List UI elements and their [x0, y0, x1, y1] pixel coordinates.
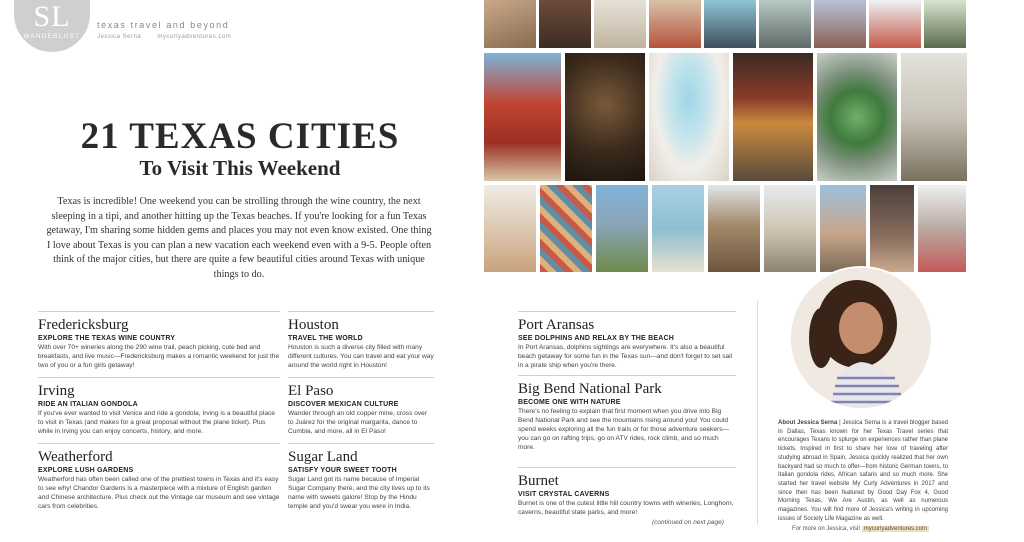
city-name: Irving	[38, 383, 75, 399]
city-entry	[38, 377, 280, 439]
photo-beach	[652, 185, 704, 272]
photo-group	[924, 0, 966, 48]
more-info-prefix: For more on Jessica, visit	[792, 526, 861, 532]
photo-moon-gate	[817, 53, 897, 181]
header-byline	[97, 34, 245, 40]
photo-couple	[814, 0, 866, 48]
photo-vintage-sign	[733, 53, 813, 181]
city-column-2	[288, 311, 434, 515]
city-activity: TRAVEL THE WORLD	[288, 335, 363, 342]
magazine-logo	[14, 0, 90, 52]
article-intro: Texas is incredible! One weekend you can be strolling through the wine country, the next sleeping in a tipi, and another hitting up the Texas beaches. If you're looking for a fun Texas getaway, I'm sharing some hidden gems and places you may not even know existed. One thing I love about Texas is you can plan a new vacation each weekend even with a 9-5. People often think of the major cities, but there are quite a few beautiful cities around Texas with unique things to do.	[46, 196, 432, 280]
header-website: mycurlyadventures.com	[157, 34, 232, 40]
city-description: With over 70+ wineries along the 290 wine trail, peach picking, cute bed and breakfasts, and live music—Fredericksburg makes a romantic weekend for just the two of you or a fun girls getaway!	[38, 344, 280, 369]
city-description: If you've ever wanted to visit Venice and ride a gondola, Irving is a beautiful place to visit in Texas (and makes for a great proposal without the plane ticket). Plus while in Irving you can enjoy concerts, history, and more.	[38, 410, 275, 435]
header-author: Jessica Serna	[97, 34, 142, 40]
city-activity: SATISFY YOUR SWEET TOOTH	[288, 467, 397, 474]
more-info	[792, 526, 929, 532]
photo-ice-cream	[649, 53, 729, 181]
continued-note: (continued on next page)	[652, 519, 724, 526]
city-entry	[518, 467, 736, 517]
photo-tipi	[708, 185, 760, 272]
city-description: Houston is such a diverse city filled with many different cultures. You can travel and eat your way around the world right in Houston!	[288, 344, 434, 369]
city-entry	[288, 377, 434, 439]
article-subtitle: To Visit This Weekend	[139, 156, 341, 180]
photo-cavern	[870, 185, 914, 272]
photo-hiker	[820, 185, 866, 272]
photo-archway	[594, 0, 646, 48]
author-bio-text: Jessica Serna is a travel blogger based in Dallas, Texas known for her Texas Travel series that encourages Texans to splurge on experiences rather than plane tickets. Inspired in first to share her love of traveling after studying abroad in Spain, Jessica quickly realized that her own backyard had so much to offer—from historic German towns, to Italian gondola rides, African safaris and so much more. She started her travel website My Curly Adventures in 2017 and since then has been featured by Good Day Fox 4, Good Morning Texas, We Are Austin, as well as numerous magazines. You will find more of Jessica's writing in upcoming issues of Society Life Magazine as well.	[778, 420, 948, 522]
photo-woman-pink	[484, 185, 536, 272]
city-name: Fredericksburg	[38, 317, 129, 333]
city-column-1	[38, 311, 280, 515]
city-activity: EXPLORE LUSH GARDENS	[38, 467, 134, 474]
city-activity: BECOME ONE WITH NATURE	[518, 399, 621, 406]
author-portrait	[789, 266, 933, 410]
city-name: Houston	[288, 317, 339, 333]
photo-desert-rock	[484, 0, 536, 48]
city-description: There's no feeling to explain that first moment when you drive into Big Bend National Park and see the mountains rising around you! You could spend weeks exploring all the fun trails or for those adventure seekers—you can go on rafting trips, go on ATV rides, rock climb, and so much more.	[518, 408, 730, 451]
logo-monogram: SL	[33, 0, 71, 33]
author-bio-label: About Jessica Serna	[778, 420, 838, 426]
city-entry	[288, 311, 434, 373]
city-description: Sugar Land got its name because of Imperial Sugar Company there, and the city lives up to its name with sweets galore! Stop by the Hindu temple and you'd swear you were in India.	[288, 476, 430, 510]
header-tagline: texas travel and beyond	[97, 20, 230, 30]
city-description: Burnet is one of the cutest little hill country towns with wineries, Longhorn, caverns, beautiful state parks, and more!	[518, 500, 734, 516]
photo-street	[759, 0, 811, 48]
city-name: Port Aransas	[518, 317, 595, 333]
city-activity: VISIT CRYSTAL CAVERNS	[518, 491, 610, 498]
city-name: Weatherford	[38, 449, 113, 465]
photo-dark-interior	[539, 0, 591, 48]
photo-woman-red-dress	[649, 0, 701, 48]
city-activity: EXPLORE THE TEXAS WINE COUNTRY	[38, 335, 176, 342]
article-title: 21 TEXAS CITIES	[80, 116, 400, 157]
city-activity: RIDE AN ITALIAN GONDOLA	[38, 401, 138, 408]
city-entry	[518, 375, 736, 463]
author-portrait-image	[791, 268, 933, 410]
city-description: In Port Aransas, dolphins sightings are everywhere. It's also a beautiful beach getaway for some fun in the Texas sun—and don't forget to set sail in a pirate ship when you're there.	[518, 344, 733, 369]
city-entry	[38, 311, 280, 373]
city-activity: SEE DOLPHINS AND RELAX BY THE BEACH	[518, 335, 674, 342]
photo-corridor	[901, 53, 967, 181]
column-divider	[757, 300, 758, 525]
city-entry	[518, 311, 736, 371]
city-description: Weatherford has often been called one of the prettiest towns in Texas and it's easy to see why! Chandor Gardens is a masterpiece with a mixture of English garden and Chinese architecture. Plus check out the Vintage car museum and see vintage cars from celebrities.	[38, 476, 280, 510]
photo-chinese-temple	[484, 53, 561, 181]
city-column-3	[518, 311, 736, 521]
city-name: Burnet	[518, 473, 559, 489]
author-bio: About Jessica Serna | Jessica Serna is a travel blogger based in Dallas, Texas known for her Texas Travel series that encourages Texans to splurge on experiences rather than plane tickets. Inspired in first to share her love of traveling after studying abroad in Spain, Jessica quickly realized that her own backyard had so much to offer—from historic German towns, to Italian gondola rides, African safaris and so much more. She started her travel website My Curly Adventures in 2017 and since then has been featured by Good Day Fox 4, Good Morning Texas, We Are Austin, as well as numerous magazines. You will find more of Jessica's writing in upcoming issues of Society Life Magazine as well.	[778, 420, 948, 522]
photo-hindu-statue	[565, 53, 645, 181]
author-website-link[interactable]: mycurlyadventures.com	[863, 526, 928, 532]
photo-coffee-cup	[704, 0, 756, 48]
photo-stone-arch	[764, 185, 816, 272]
photo-drink	[869, 0, 921, 48]
logo-word: WANDERLUST	[23, 34, 81, 40]
city-name: El Paso	[288, 383, 334, 399]
city-description: Wander through an old copper mine, cross over to Juárez for the original margarita, dance to Cumbia, and more, all in El Paso!	[288, 410, 428, 435]
photo-big-bend	[596, 185, 648, 272]
city-name: Sugar Land	[288, 449, 358, 465]
city-activity: DISCOVER MEXICAN CULTURE	[288, 401, 399, 408]
photo-mural	[540, 185, 592, 272]
city-entry	[288, 443, 434, 511]
photo-woman-red	[918, 185, 966, 272]
city-entry	[38, 443, 280, 511]
city-name: Big Bend National Park	[518, 381, 662, 397]
